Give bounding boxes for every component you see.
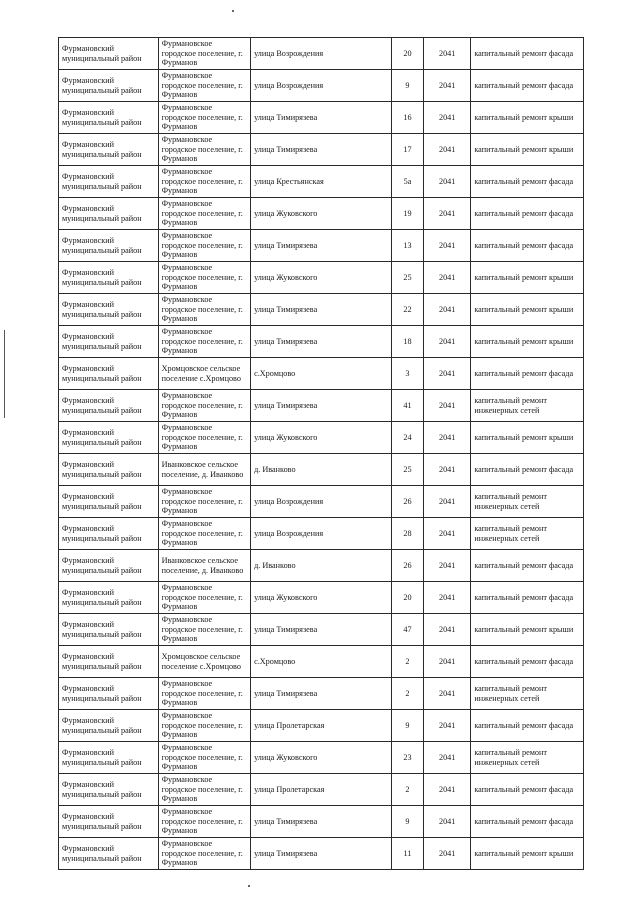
settlement-cell: Хромцовское сельское поселение с.Хромцово <box>158 358 251 390</box>
street-cell: улица Жуковского <box>251 262 392 294</box>
house-number-cell: 9 <box>391 70 423 102</box>
work-type-cell: капитальный ремонт фасада <box>471 806 584 838</box>
margin-mark <box>4 330 5 418</box>
street-cell: улица Тимирязева <box>251 678 392 710</box>
settlement-cell: Фурмановское городское поселение, г. Фурманов <box>158 102 251 134</box>
house-number-cell: 9 <box>391 806 423 838</box>
street-cell: улица Жуковского <box>251 198 392 230</box>
year-cell: 2041 <box>424 422 471 454</box>
work-type-cell: капитальный ремонт фасада <box>471 70 584 102</box>
district-cell: Фурмановский муниципальный район <box>59 102 159 134</box>
house-number-cell: 3 <box>391 358 423 390</box>
year-cell: 2041 <box>424 390 471 422</box>
street-cell: улица Тимирязева <box>251 230 392 262</box>
table-row <box>59 294 584 326</box>
work-type-cell: капитальный ремонт крыши <box>471 102 584 134</box>
work-type-cell: капитальный ремонт фасада <box>471 166 584 198</box>
work-type-cell: капитальный ремонт фасада <box>471 582 584 614</box>
work-type-cell: капитальный ремонт инженерных сетей <box>471 390 584 422</box>
street-cell: улица Тимирязева <box>251 390 392 422</box>
table-row <box>59 166 584 198</box>
settlement-cell: Фурмановское городское поселение, г. Фурманов <box>158 390 251 422</box>
district-cell: Фурмановский муниципальный район <box>59 518 159 550</box>
house-number-cell: 25 <box>391 262 423 294</box>
table-row <box>59 518 584 550</box>
settlement-cell: Фурмановское городское поселение, г. Фурманов <box>158 38 251 70</box>
street-cell: улица Тимирязева <box>251 838 392 870</box>
house-number-cell: 18 <box>391 326 423 358</box>
district-cell: Фурмановский муниципальный район <box>59 806 159 838</box>
work-type-cell: капитальный ремонт инженерных сетей <box>471 678 584 710</box>
settlement-cell: Фурмановское городское поселение, г. Фурманов <box>158 582 251 614</box>
work-type-cell: капитальный ремонт фасада <box>471 774 584 806</box>
scan-speck <box>232 10 234 12</box>
house-number-cell: 23 <box>391 742 423 774</box>
work-type-cell: капитальный ремонт крыши <box>471 262 584 294</box>
year-cell: 2041 <box>424 710 471 742</box>
year-cell: 2041 <box>424 294 471 326</box>
settlement-cell: Фурмановское городское поселение, г. Фурманов <box>158 326 251 358</box>
year-cell: 2041 <box>424 102 471 134</box>
year-cell: 2041 <box>424 742 471 774</box>
house-number-cell: 17 <box>391 134 423 166</box>
house-number-cell: 47 <box>391 614 423 646</box>
year-cell: 2041 <box>424 358 471 390</box>
house-number-cell: 25 <box>391 454 423 486</box>
house-number-cell: 22 <box>391 294 423 326</box>
settlement-cell: Фурмановское городское поселение, г. Фурманов <box>158 134 251 166</box>
house-number-cell: 5а <box>391 166 423 198</box>
street-cell: улица Возрождения <box>251 38 392 70</box>
work-type-cell: капитальный ремонт фасада <box>471 710 584 742</box>
year-cell: 2041 <box>424 166 471 198</box>
settlement-cell: Фурмановское городское поселение, г. Фурманов <box>158 678 251 710</box>
district-cell: Фурмановский муниципальный район <box>59 326 159 358</box>
table-row <box>59 774 584 806</box>
street-cell: улица Пролетарская <box>251 774 392 806</box>
settlement-cell: Фурмановское городское поселение, г. Фурманов <box>158 422 251 454</box>
year-cell: 2041 <box>424 614 471 646</box>
table-row <box>59 358 584 390</box>
year-cell: 2041 <box>424 838 471 870</box>
year-cell: 2041 <box>424 262 471 294</box>
district-cell: Фурмановский муниципальный район <box>59 614 159 646</box>
table-row <box>59 838 584 870</box>
street-cell: улица Тимирязева <box>251 806 392 838</box>
street-cell: улица Тимирязева <box>251 102 392 134</box>
year-cell: 2041 <box>424 454 471 486</box>
settlement-cell: Фурмановское городское поселение, г. Фурманов <box>158 518 251 550</box>
district-cell: Фурмановский муниципальный район <box>59 646 159 678</box>
work-type-cell: капитальный ремонт фасада <box>471 230 584 262</box>
work-type-cell: капитальный ремонт фасада <box>471 550 584 582</box>
district-cell: Фурмановский муниципальный район <box>59 582 159 614</box>
table-row <box>59 230 584 262</box>
street-cell: улица Тимирязева <box>251 134 392 166</box>
house-number-cell: 2 <box>391 678 423 710</box>
work-type-cell: капитальный ремонт фасада <box>471 198 584 230</box>
street-cell: улица Тимирязева <box>251 326 392 358</box>
table-row <box>59 806 584 838</box>
settlement-cell: Фурмановское городское поселение, г. Фурманов <box>158 294 251 326</box>
settlement-cell: Фурмановское городское поселение, г. Фурманов <box>158 70 251 102</box>
settlement-cell: Фурмановское городское поселение, г. Фурманов <box>158 710 251 742</box>
table-row <box>59 38 584 70</box>
house-number-cell: 20 <box>391 582 423 614</box>
house-number-cell: 28 <box>391 518 423 550</box>
street-cell: улица Тимирязева <box>251 614 392 646</box>
settlement-cell: Фурмановское городское поселение, г. Фурманов <box>158 486 251 518</box>
district-cell: Фурмановский муниципальный район <box>59 678 159 710</box>
street-cell: улица Жуковского <box>251 582 392 614</box>
table-row <box>59 742 584 774</box>
district-cell: Фурмановский муниципальный район <box>59 230 159 262</box>
district-cell: Фурмановский муниципальный район <box>59 294 159 326</box>
year-cell: 2041 <box>424 774 471 806</box>
table-row <box>59 678 584 710</box>
settlement-cell: Фурмановское городское поселение, г. Фурманов <box>158 838 251 870</box>
table-row <box>59 614 584 646</box>
work-type-cell: капитальный ремонт инженерных сетей <box>471 742 584 774</box>
work-type-cell: капитальный ремонт крыши <box>471 422 584 454</box>
street-cell: улица Жуковского <box>251 422 392 454</box>
table-row <box>59 454 584 486</box>
district-cell: Фурмановский муниципальный район <box>59 550 159 582</box>
house-number-cell: 2 <box>391 646 423 678</box>
work-type-cell: капитальный ремонт фасада <box>471 454 584 486</box>
year-cell: 2041 <box>424 806 471 838</box>
repair-schedule-table <box>58 37 584 870</box>
district-cell: Фурмановский муниципальный район <box>59 742 159 774</box>
table-row <box>59 262 584 294</box>
house-number-cell: 9 <box>391 710 423 742</box>
settlement-cell: Фурмановское городское поселение, г. Фурманов <box>158 262 251 294</box>
table-row <box>59 326 584 358</box>
district-cell: Фурмановский муниципальный район <box>59 486 159 518</box>
work-type-cell: капитальный ремонт фасада <box>471 38 584 70</box>
street-cell: улица Жуковского <box>251 742 392 774</box>
street-cell: с.Хромцово <box>251 646 392 678</box>
year-cell: 2041 <box>424 326 471 358</box>
house-number-cell: 26 <box>391 486 423 518</box>
table-row <box>59 582 584 614</box>
table-row <box>59 486 584 518</box>
settlement-cell: Иванковское сельское поселение, д. Иванково <box>158 550 251 582</box>
work-type-cell: капитальный ремонт крыши <box>471 134 584 166</box>
district-cell: Фурмановский муниципальный район <box>59 774 159 806</box>
district-cell: Фурмановский муниципальный район <box>59 422 159 454</box>
settlement-cell: Хромцовское сельское поселение с.Хромцово <box>158 646 251 678</box>
settlement-cell: Фурмановское городское поселение, г. Фурманов <box>158 166 251 198</box>
street-cell: улица Возрождения <box>251 486 392 518</box>
street-cell: улица Возрождения <box>251 518 392 550</box>
table-row <box>59 198 584 230</box>
street-cell: улица Возрождения <box>251 70 392 102</box>
work-type-cell: капитальный ремонт крыши <box>471 614 584 646</box>
year-cell: 2041 <box>424 646 471 678</box>
street-cell: улица Крестьянская <box>251 166 392 198</box>
scan-speck <box>248 885 250 887</box>
district-cell: Фурмановский муниципальный район <box>59 166 159 198</box>
street-cell: д. Иванково <box>251 550 392 582</box>
year-cell: 2041 <box>424 486 471 518</box>
year-cell: 2041 <box>424 70 471 102</box>
house-number-cell: 20 <box>391 38 423 70</box>
work-type-cell: капитальный ремонт крыши <box>471 838 584 870</box>
year-cell: 2041 <box>424 230 471 262</box>
house-number-cell: 16 <box>391 102 423 134</box>
settlement-cell: Иванковское сельское поселение, д. Иванково <box>158 454 251 486</box>
settlement-cell: Фурмановское городское поселение, г. Фурманов <box>158 614 251 646</box>
house-number-cell: 41 <box>391 390 423 422</box>
street-cell: с.Хромцово <box>251 358 392 390</box>
district-cell: Фурмановский муниципальный район <box>59 70 159 102</box>
settlement-cell: Фурмановское городское поселение, г. Фурманов <box>158 742 251 774</box>
work-type-cell: капитальный ремонт фасада <box>471 646 584 678</box>
work-type-cell: капитальный ремонт фасада <box>471 358 584 390</box>
house-number-cell: 11 <box>391 838 423 870</box>
settlement-cell: Фурмановское городское поселение, г. Фурманов <box>158 198 251 230</box>
work-type-cell: капитальный ремонт крыши <box>471 326 584 358</box>
year-cell: 2041 <box>424 550 471 582</box>
district-cell: Фурмановский муниципальный район <box>59 262 159 294</box>
table-row <box>59 422 584 454</box>
district-cell: Фурмановский муниципальный район <box>59 134 159 166</box>
table-row <box>59 710 584 742</box>
table-row <box>59 550 584 582</box>
year-cell: 2041 <box>424 134 471 166</box>
house-number-cell: 26 <box>391 550 423 582</box>
table-row <box>59 134 584 166</box>
district-cell: Фурмановский муниципальный район <box>59 358 159 390</box>
work-type-cell: капитальный ремонт инженерных сетей <box>471 518 584 550</box>
table-row <box>59 390 584 422</box>
district-cell: Фурмановский муниципальный район <box>59 838 159 870</box>
street-cell: улица Тимирязева <box>251 294 392 326</box>
settlement-cell: Фурмановское городское поселение, г. Фурманов <box>158 774 251 806</box>
year-cell: 2041 <box>424 518 471 550</box>
district-cell: Фурмановский муниципальный район <box>59 38 159 70</box>
table-row <box>59 646 584 678</box>
district-cell: Фурмановский муниципальный район <box>59 710 159 742</box>
house-number-cell: 24 <box>391 422 423 454</box>
work-type-cell: капитальный ремонт крыши <box>471 294 584 326</box>
year-cell: 2041 <box>424 582 471 614</box>
house-number-cell: 19 <box>391 198 423 230</box>
year-cell: 2041 <box>424 38 471 70</box>
year-cell: 2041 <box>424 678 471 710</box>
district-cell: Фурмановский муниципальный район <box>59 390 159 422</box>
district-cell: Фурмановский муниципальный район <box>59 454 159 486</box>
settlement-cell: Фурмановское городское поселение, г. Фурманов <box>158 230 251 262</box>
year-cell: 2041 <box>424 198 471 230</box>
street-cell: улица Пролетарская <box>251 710 392 742</box>
work-type-cell: капитальный ремонт инженерных сетей <box>471 486 584 518</box>
house-number-cell: 13 <box>391 230 423 262</box>
table-body <box>59 38 584 870</box>
house-number-cell: 2 <box>391 774 423 806</box>
table-row <box>59 70 584 102</box>
table-row <box>59 102 584 134</box>
settlement-cell: Фурмановское городское поселение, г. Фурманов <box>158 806 251 838</box>
district-cell: Фурмановский муниципальный район <box>59 198 159 230</box>
street-cell: д. Иванково <box>251 454 392 486</box>
